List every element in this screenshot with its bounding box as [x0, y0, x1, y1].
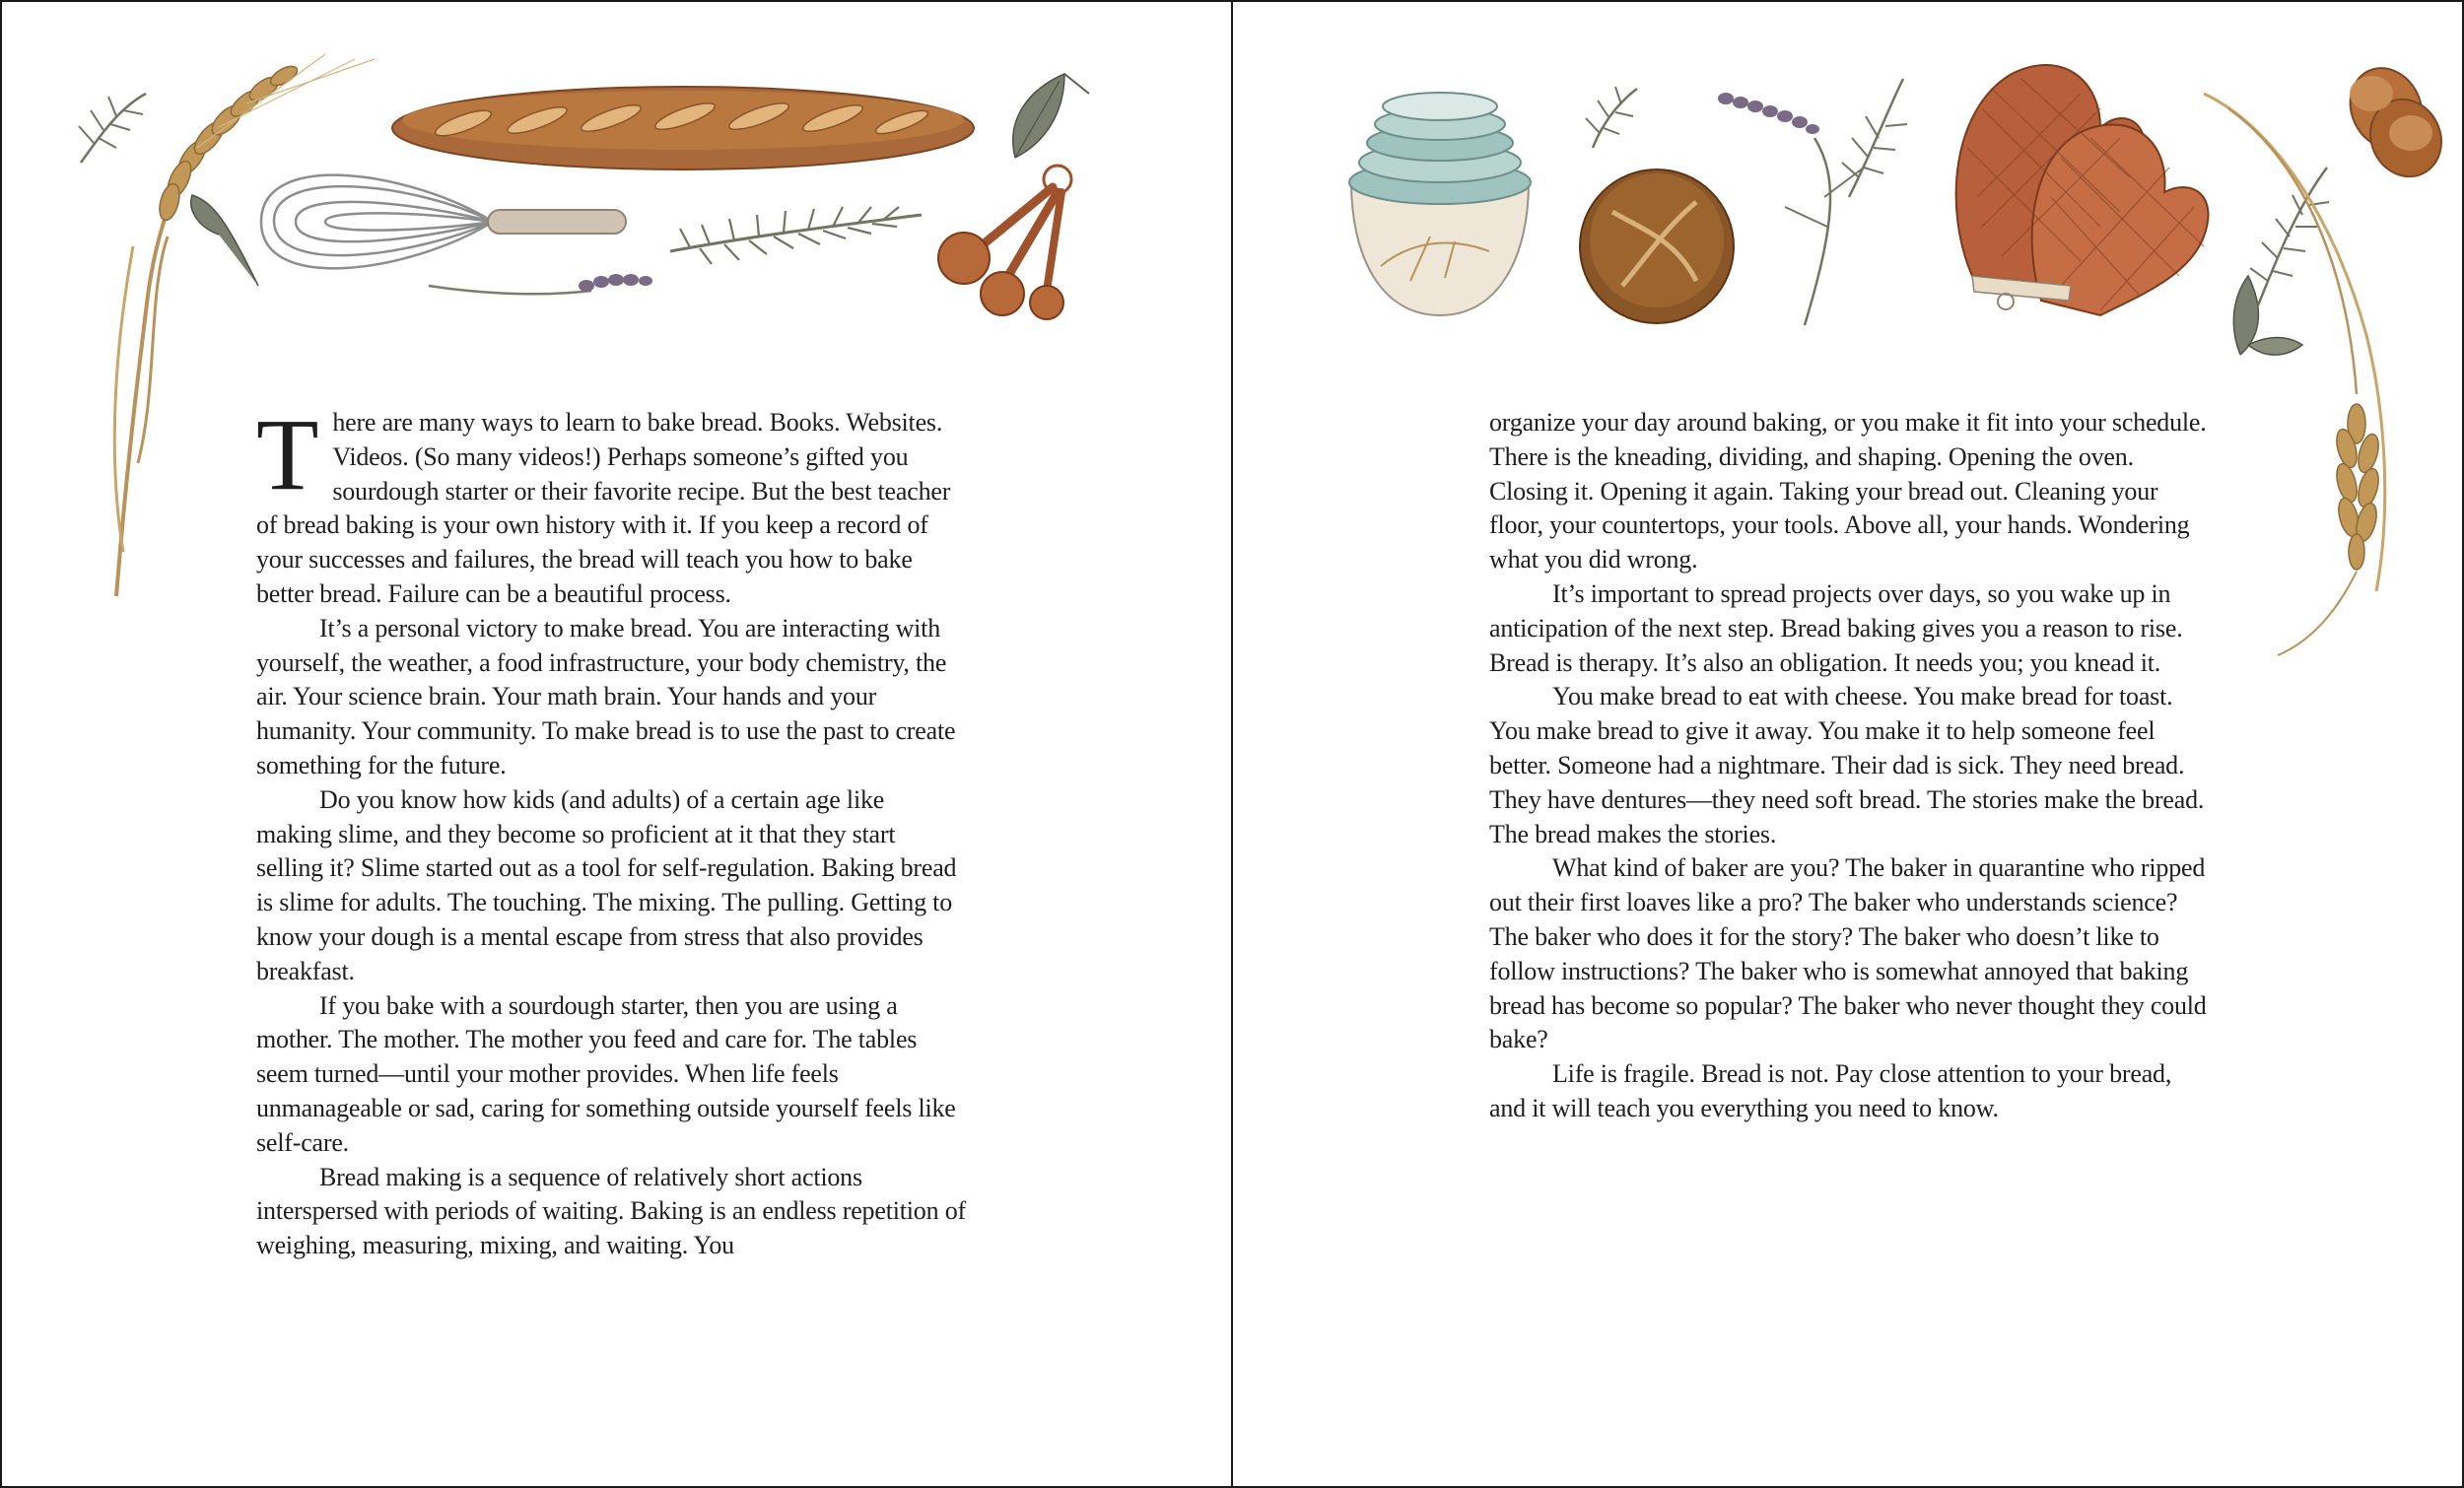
baguette-icon — [392, 87, 974, 169]
rosemary-sprig-icon — [670, 207, 922, 264]
oven-mitts-icon — [1956, 65, 2209, 315]
leaf-icon — [191, 195, 258, 286]
paragraph: It’s important to spread projects over days, so you wake up in anticipation of the next step. Bread baking gives you a reason to rise. Bread is therapy. It’s also an obligation. It needs you; you knead it. — [1489, 578, 2183, 677]
leaf-icon — [2233, 276, 2302, 355]
paragraph: Do you know how kids (and adults) of a certain age like making slime, and they become so proficient at it that they start selling it? Slime started out as a tool for self-regulation. Baking bread is slime for adults. The touching. The mixing. The pulling. Getting to know your dough is a mental escape from stress that also provides breakfast. — [256, 784, 957, 985]
rosemary-sprig-icon — [2250, 168, 2329, 305]
paragraph: What kind of baker are you? The baker in quarantine who ripped out their first loaves like a pro? The baker who understands science? The baker who does it for the story? The baker who doesn’t like to follow instructions? The baker who is somewhat annoyed that baking bread has become so popular? The baker who never thought they could bake? — [1489, 853, 2207, 1054]
continued-paragraph: organize your day around baking, or you make it fit into your schedule. There is the kneading, dividing, and shaping. Opening the oven. Closing it. Opening it again. Taking your bread out. Cleaning your floor, your countertops, your tools. Above all, your hands. Wondering what you did wrong. — [1489, 408, 2207, 575]
paragraph: You make bread to eat with cheese. You make bread for toast. You make bread to give it away. You make it to help someone feel better. Someone had a nightmare. Their dad is sick. They need bread. They have dentures—they need soft bread. The stories make the bread. The bread makes the stories. — [1489, 682, 2205, 848]
left-page — [0, 0, 1230, 1488]
right-page — [1233, 0, 2463, 1488]
wheat-stalk-icon — [2204, 94, 2385, 655]
opening-paragraph — [256, 398, 966, 612]
nested-mixing-bowls-icon — [1349, 93, 1531, 315]
paragraph: If you bake with a sourdough starter, then you are using a mother. The mother. The mother you feed and care for. The tables seem turned—until your mother provides. When life feels unmanageable or sad, caring for something outside yourself feels like self-care. — [256, 990, 956, 1157]
braided-bread-icon — [2338, 56, 2454, 188]
leaf-icon — [1013, 74, 1089, 158]
drop-cap: T — [256, 398, 319, 511]
lavender-sprig-icon — [429, 274, 652, 294]
rosemary-sprig-icon — [1842, 79, 1907, 197]
right-page-body — [1489, 406, 2209, 1126]
round-loaf-icon — [1580, 169, 1734, 323]
rosemary-sprig-icon — [79, 94, 146, 163]
paragraph: It’s a personal victory to make bread. You are interacting with yourself, the weather, a food infrastructure, your body chemistry, the air. Your science brain. Your math brain. Your hands and your humanity. Your community. To make bread is to use the past to create something for the future. — [256, 613, 956, 779]
left-page-body — [256, 398, 966, 1263]
measuring-spoons-icon — [938, 166, 1071, 319]
paragraph: Life is fragile. Bread is not. Pay close attention to your bread, and it will teach you everything you need to know. — [1489, 1059, 2172, 1122]
lavender-sprig-icon — [1718, 93, 1864, 325]
whisk-icon — [261, 175, 626, 269]
rosemary-sprig-icon — [1586, 87, 1637, 148]
paragraph: Bread making is a sequence of relatively short actions interspersed with periods of waiting. Baking is an endless repetition of weighing, measuring, mixing, and waiting. You — [256, 1162, 966, 1260]
opening-paragraph-text: here are many ways to learn to bake bread. Books. Websites. Videos. (So many videos!) Perhaps someone’s gifted you sourdough starter or their favorite recipe. But the best teacher of bread baking is your own history with it. If you keep a record of your successes and failures, the bread will teach you how to bake better bread. Failure can be a beautiful process. — [256, 408, 951, 608]
